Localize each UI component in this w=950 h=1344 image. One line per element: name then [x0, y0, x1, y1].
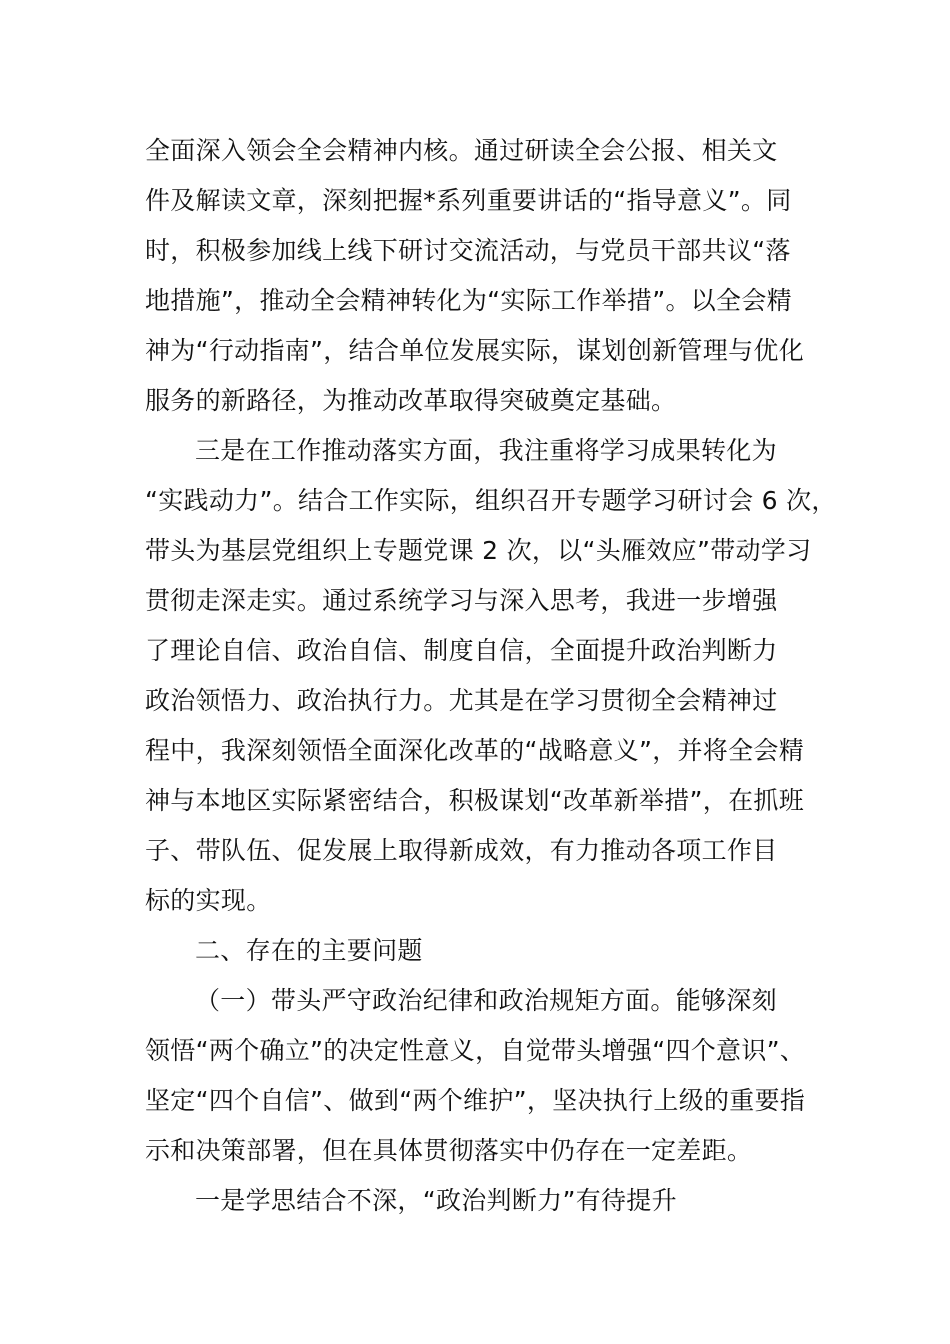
text-line: 神为“行动指南”，结合单位发展实际，谋划创新管理与优化 — [145, 336, 805, 365]
text-line: 标的实现。 — [145, 886, 272, 915]
text-line: 坚定“四个自信”、做到“两个维护”，坚决执行上级的重要指 — [145, 1086, 806, 1115]
point-heading: 一是学思结合不深，“政治判断力”有待提升 — [195, 1186, 677, 1215]
text-line: 了理论自信、政治自信、制度自信，全面提升政治判断力 — [145, 636, 778, 665]
subsection-heading-line: （一）带头严守政治纪律和政治规矩方面。能够深刻 — [195, 986, 777, 1015]
text-line: 神与本地区实际紧密结合，积极谋划“改革新举措”，在抓班 — [145, 786, 805, 815]
text-line: 领悟“两个确立”的决定性意义，自觉带头增强“四个意识”、 — [145, 1036, 806, 1065]
text-line: 全面深入领会全会精神内核。通过研读全会公报、相关文 — [145, 136, 778, 165]
section-heading: 二、存在的主要问题 — [195, 936, 423, 965]
text-line: “实践动力”。结合工作实际，组织召开专题学习研讨会 6 次， — [145, 486, 837, 515]
text-line: 时，积极参加线上线下研讨交流活动，与党员干部共议“落 — [145, 236, 791, 265]
text-line: 示和决策部署，但在具体贯彻落实中仍存在一定差距。 — [145, 1136, 753, 1165]
text-line: 程中，我深刻领悟全面深化改革的“战略意义”，并将全会精 — [145, 736, 805, 765]
text-line: 地措施”，推动全会精神转化为“实际工作举措”。以全会精 — [145, 286, 792, 315]
paragraph-start-line: 三是在工作推动落实方面，我注重将学习成果转化为 — [195, 436, 777, 465]
text-line: 服务的新路径，为推动改革取得突破奠定基础。 — [145, 386, 677, 415]
text-line: 贯彻走深走实。通过系统学习与深入思考，我进一步增强 — [145, 586, 778, 615]
text-line: 带头为基层党组织上专题党课 2 次，以“头雁效应”带动学习 — [145, 536, 812, 565]
text-line: 件及解读文章，深刻把握*系列重要讲话的“指导意义”。同 — [145, 186, 792, 215]
text-line: 子、带队伍、促发展上取得新成效，有力推动各项工作目 — [145, 836, 778, 865]
text-line: 政治领悟力、政治执行力。尤其是在学习贯彻全会精神过 — [145, 686, 778, 715]
